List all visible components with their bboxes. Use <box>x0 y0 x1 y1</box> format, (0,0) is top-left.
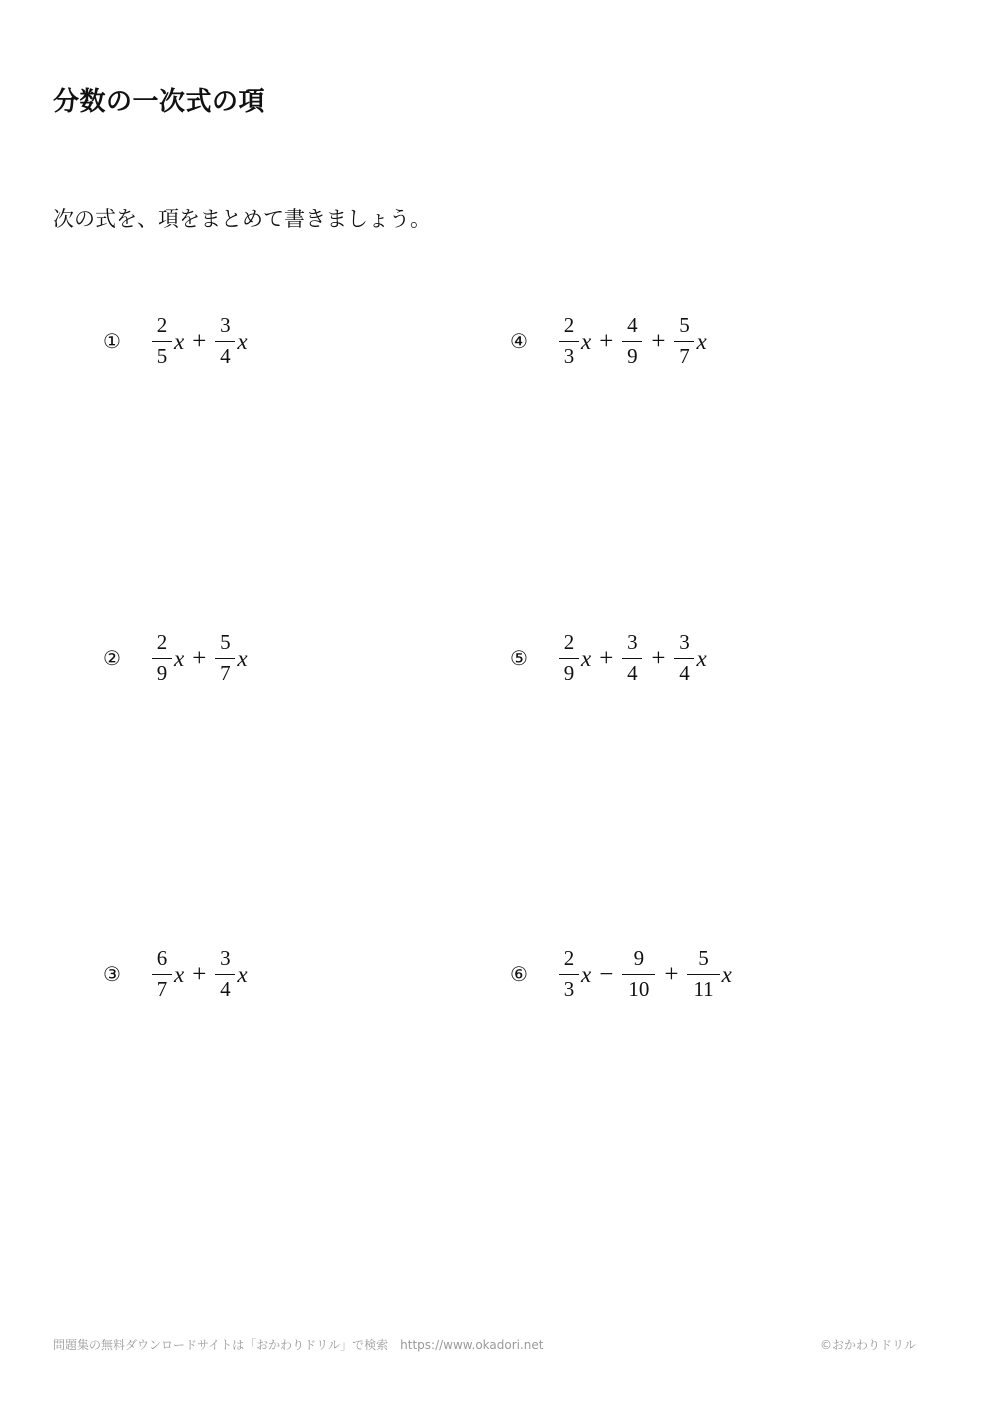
numerator: 5 <box>698 946 709 970</box>
fraction-bar <box>687 974 719 975</box>
numerator: 2 <box>156 313 168 337</box>
fraction <box>622 630 642 686</box>
fraction <box>674 313 694 369</box>
problem-3 <box>103 946 248 1002</box>
fraction <box>559 630 579 686</box>
fraction-bar <box>215 341 235 342</box>
problem-number: ③ <box>103 962 121 986</box>
denominator: 9 <box>627 344 638 368</box>
denominator: 7 <box>679 344 690 368</box>
fraction-bar <box>559 658 579 659</box>
problem-number: ④ <box>510 329 528 353</box>
denominator: 7 <box>156 977 168 1001</box>
denominator: 4 <box>220 977 231 1001</box>
variable: x <box>174 645 185 671</box>
variable: x <box>696 645 707 671</box>
fraction-bar <box>559 974 579 975</box>
problem-number: ① <box>103 329 121 353</box>
operator: − <box>599 960 614 988</box>
expression <box>151 630 248 686</box>
numerator: 2 <box>563 630 575 654</box>
fraction <box>559 946 579 1002</box>
fraction-bar <box>215 974 235 975</box>
numerator: 9 <box>633 946 645 970</box>
numerator: 3 <box>679 630 690 654</box>
fraction <box>559 313 579 369</box>
operator: + <box>664 960 679 988</box>
fraction <box>152 630 172 686</box>
fraction <box>215 630 235 686</box>
denominator: 4 <box>220 344 231 368</box>
fraction <box>215 946 235 1002</box>
fraction-bar <box>215 658 235 659</box>
fraction-bar <box>152 658 172 659</box>
numerator: 3 <box>627 630 638 654</box>
denominator: 9 <box>563 661 575 685</box>
denominator: 4 <box>679 661 690 685</box>
fraction-bar <box>152 974 172 975</box>
variable: x <box>237 645 248 671</box>
operator: + <box>192 960 207 988</box>
footer-copyright: ©おかわりドリル <box>820 1338 917 1352</box>
problem-6 <box>510 946 732 1002</box>
problem-1 <box>103 313 248 369</box>
problem-4 <box>510 313 707 369</box>
variable: x <box>237 961 248 987</box>
variable: x <box>721 961 732 987</box>
operator: + <box>192 327 207 355</box>
expression <box>558 946 732 1002</box>
numerator: 6 <box>156 946 168 970</box>
numerator: 2 <box>156 630 168 654</box>
expression <box>151 313 248 369</box>
fraction-bar <box>152 341 172 342</box>
numerator: 5 <box>220 630 231 654</box>
footer-download-note: 問題集の無料ダウンロードサイトは「おかわりドリル」で検索 https://www.okadori.net <box>53 1338 544 1352</box>
problem-number: ② <box>103 646 121 670</box>
expression <box>151 946 248 1002</box>
numerator: 2 <box>563 313 575 337</box>
numerator: 2 <box>563 946 575 970</box>
instruction-text: 次の式を、項をまとめて書きましょう。 <box>53 207 431 231</box>
fraction-bar <box>559 341 579 342</box>
variable: x <box>174 328 185 354</box>
fraction <box>687 946 719 1002</box>
denominator: 11 <box>693 977 714 1001</box>
numerator: 5 <box>679 313 690 337</box>
variable: x <box>581 328 592 354</box>
expression <box>558 313 707 369</box>
fraction-bar <box>622 658 642 659</box>
variable: x <box>581 961 592 987</box>
operator: + <box>651 644 666 672</box>
fraction-bar <box>622 974 655 975</box>
variable: x <box>696 328 707 354</box>
fraction <box>622 313 642 369</box>
denominator: 7 <box>220 661 231 685</box>
operator: + <box>192 644 207 672</box>
operator: + <box>599 644 614 672</box>
problem-number: ⑥ <box>510 962 528 986</box>
operator: + <box>599 327 614 355</box>
page-title: 分数の一次式の項 <box>53 87 266 117</box>
problem-number: ⑤ <box>510 646 528 670</box>
denominator: 10 <box>628 977 650 1001</box>
numerator: 4 <box>627 313 638 337</box>
fraction <box>674 630 694 686</box>
fraction <box>622 946 655 1002</box>
fraction <box>152 313 172 369</box>
denominator: 5 <box>156 344 168 368</box>
denominator: 4 <box>627 661 638 685</box>
fraction <box>152 946 172 1002</box>
fraction-bar <box>622 341 642 342</box>
operator: + <box>651 327 666 355</box>
numerator: 3 <box>220 313 231 337</box>
expression <box>558 630 707 686</box>
variable: x <box>237 328 248 354</box>
problem-5 <box>510 630 707 686</box>
denominator: 3 <box>563 977 575 1001</box>
variable: x <box>581 645 592 671</box>
problem-2 <box>103 630 248 686</box>
denominator: 9 <box>156 661 168 685</box>
fraction-bar <box>674 658 694 659</box>
variable: x <box>174 961 185 987</box>
denominator: 3 <box>563 344 575 368</box>
numerator: 3 <box>220 946 231 970</box>
fraction-bar <box>674 341 694 342</box>
fraction <box>215 313 235 369</box>
